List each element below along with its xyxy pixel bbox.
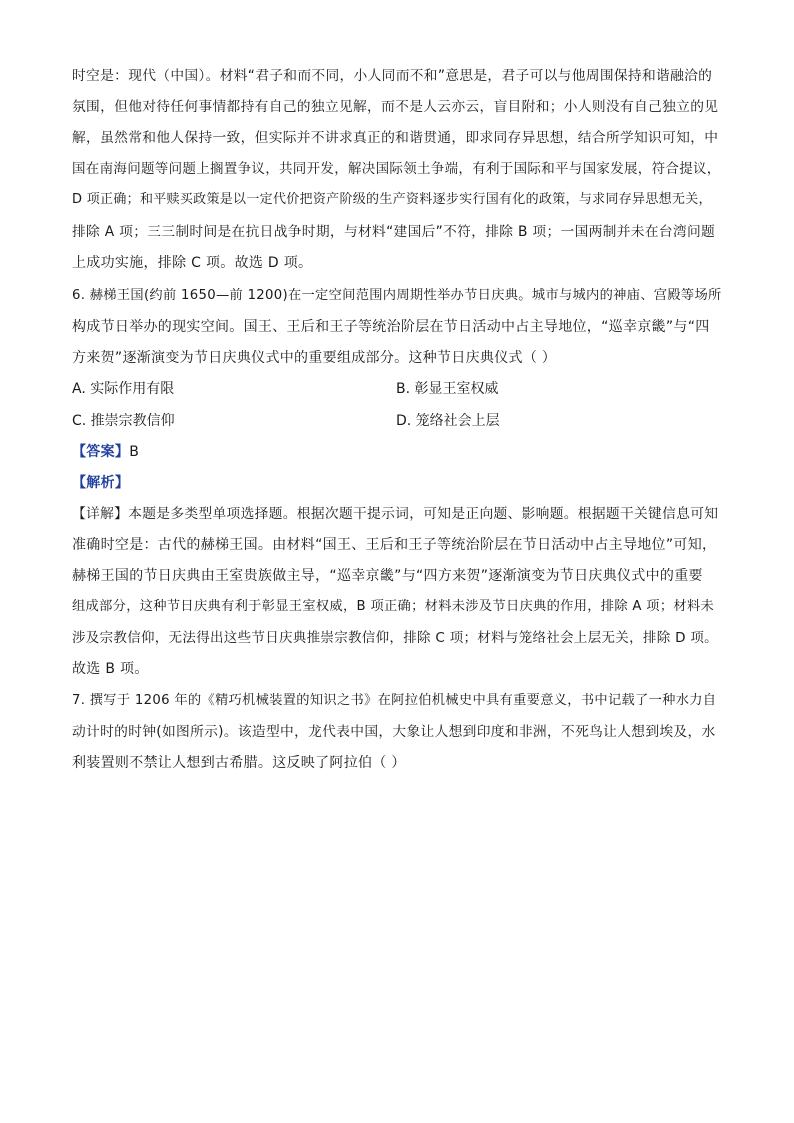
answer-tag: 【答案】 <box>72 444 130 460</box>
answer-value: B <box>129 444 140 460</box>
q5-explanation-line: 解，虽然常和他人保持一致，但实际并不讲求真正的和谐贯通，即求同存异思想，结合所学知识可知，中 <box>72 130 719 146</box>
q6-option-b: B. 彰显王室权威 <box>396 381 499 397</box>
q6-option-d: D. 笼络社会上层 <box>396 413 500 429</box>
q7-stem-line: 7. 撰写于 1206 年的《精巧机械装置的知识之书》在阿拉伯机械史中具有重要意义，书中记载了一种水力自 <box>72 693 717 708</box>
q6-detail-line: 涉及宗教信仰，无法得出这些节日庆典推崇宗教信仰，排除 C 项；材料与笼络社会上层无关，排除 D 项。 <box>72 630 718 646</box>
q5-explanation-line: 国在南海问题等问题上搁置争议，共同开发，解决国际领土争端，有利于国际和平与国家发展，符合提议， <box>72 161 721 177</box>
q6-detail-line: 赫梯王国的节日庆典由王室贵族做主导，“巡幸京畿”与“四方来贺”逐渐演变为节日庆典仪式中的重要 <box>72 568 703 584</box>
q6-detail-line: 故选 B 项。 <box>72 661 149 677</box>
q6-analysis-heading <box>72 473 129 493</box>
q6-detail-line: 【详解】本题是多类型单项选择题。根据次题干提示词，可知是正向题、影响题。根据题干关键信息可知 <box>72 506 719 522</box>
q6-option-a: A. 实际作用有限 <box>72 381 175 397</box>
q6-stem-line: 方来贺”逐渐演变为节日庆典仪式中的重要组成部分。这种节日庆典仪式（ ） <box>72 350 557 366</box>
q5-explanation-line: D 项正确；和平赎买政策是以一定代价把资产阶级的生产资料逐步实行国有化的政策，与求同存异思想无关， <box>72 192 712 207</box>
q5-explanation-line: 上成功实施，排除 C 项。故选 D 项。 <box>72 255 313 271</box>
q5-explanation-line: 氛围，但他对待任何事情都持有自己的独立见解，而不是人云亦云，盲目附和；小人则没有自己独立的见 <box>72 99 719 115</box>
q6-detail-line: 组成部分，这种节日庆典有利于彰显王室权威，B 项正确；材料未涉及节日庆典的作用，排除 A 项；材料未 <box>72 599 715 614</box>
q5-explanation-line: 排除 A 项；三三制时间是在抗日战争时期，与材料“建国后”不符，排除 B 项；一国两制并未在台湾问题 <box>72 224 716 240</box>
q6-stem-line: 构成节日举办的现实空间。国王、王后和王子等统治阶层在节日活动中占主导地位，“巡幸京畿”与“四 <box>72 319 710 335</box>
q6-detail-line: 准确时空是：古代的赫梯王国。由材料“国王、王后和王子等统治阶层在节日活动中占主导地位”可知， <box>72 537 717 553</box>
q6-option-c: C. 推崇宗教信仰 <box>72 413 175 429</box>
q7-stem-line: 动计时的时钟(如图所示)。该造型中，龙代表中国，大象让人想到印度和非洲，不死鸟让人想到埃及，水 <box>72 724 716 740</box>
q5-explanation-line: 时空是：现代（中国）。材料“君子和而不同，小人同而不和”意思是，君子可以与他周围保持和谐融洽的 <box>72 68 713 84</box>
q6-stem-line: 6. 赫梯王国(约前 1650—前 1200)在一定空间范围内周期性举办节日庆典。城市与城内的神庙、宫殿等场所 <box>72 288 722 303</box>
analysis-tag: 【解析】 <box>72 475 130 491</box>
q7-stem-line: 利装置则不禁让人想到古希腊。这反映了阿拉伯（ ） <box>72 755 406 771</box>
q6-answer <box>72 442 139 462</box>
